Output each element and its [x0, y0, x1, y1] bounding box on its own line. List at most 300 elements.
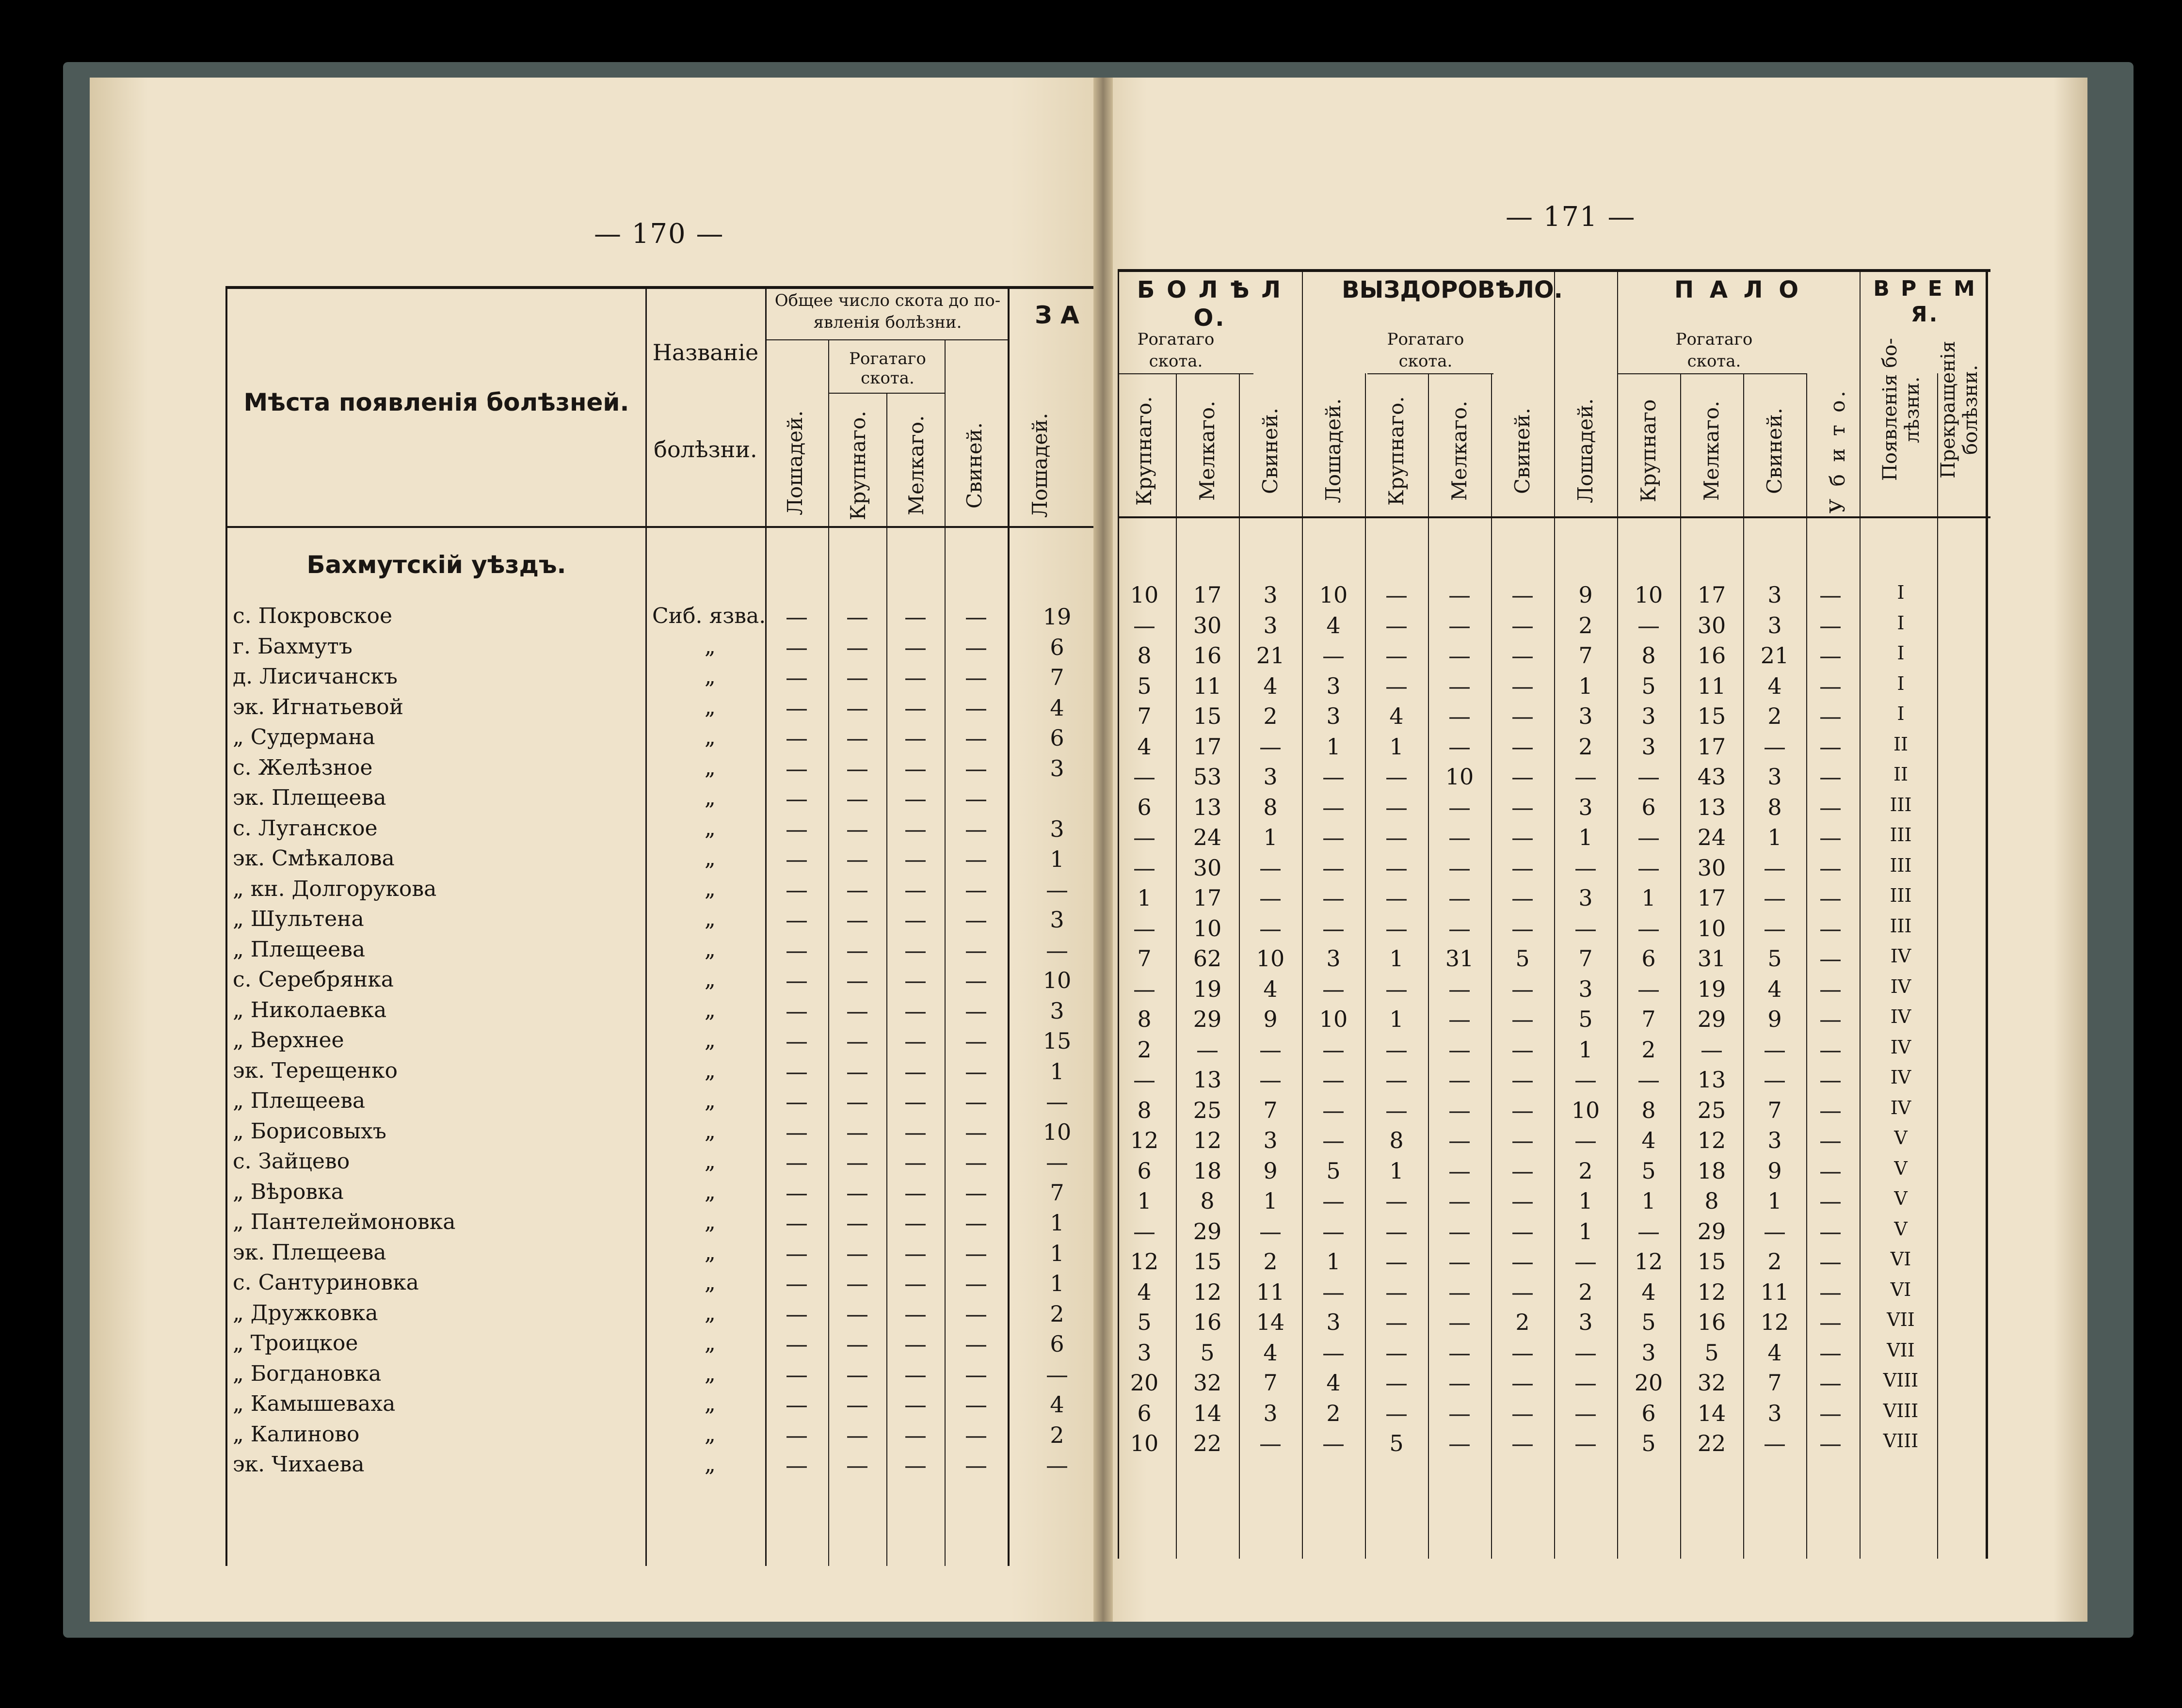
value-cell: —	[1385, 1309, 1408, 1335]
count-cell: —	[904, 1118, 927, 1145]
table-left-rule	[225, 286, 227, 1566]
book-gutter	[1093, 78, 1113, 1622]
count-cell: —	[904, 1028, 927, 1054]
month-cell: IV	[1890, 945, 1911, 967]
month-cell: I	[1897, 703, 1905, 724]
value-cell: 10	[1130, 1430, 1159, 1456]
month-cell: I	[1897, 642, 1905, 664]
value-cell: 1	[1389, 733, 1404, 760]
value-cell: 1	[1578, 1188, 1593, 1214]
place-name: „ Николаевка	[233, 997, 387, 1022]
value-cell: —	[1448, 733, 1471, 760]
value-cell: 29	[1697, 1006, 1726, 1032]
value-cell: 6	[1641, 945, 1656, 972]
value-cell: 9	[1767, 1006, 1782, 1032]
value-cell: 9	[1263, 1157, 1278, 1184]
count-cell: —	[846, 907, 868, 933]
disease-name: „	[705, 1331, 716, 1356]
count-cell: —	[904, 1088, 927, 1115]
place-name: „ Шультена	[233, 907, 364, 931]
count-cell: —	[965, 1300, 987, 1327]
value-cell: —	[1133, 1067, 1155, 1093]
count-cell: —	[786, 1179, 808, 1206]
za-cell: —	[1046, 876, 1068, 903]
count-cell: —	[846, 1331, 868, 1357]
value-cell: —	[1133, 915, 1155, 942]
value-cell: —	[1819, 1188, 1842, 1214]
value-cell: 7	[1767, 1370, 1782, 1396]
value-cell: 3	[1263, 1127, 1278, 1153]
month-cell: III	[1890, 824, 1912, 846]
value-cell: —	[1637, 612, 1660, 639]
value-cell: 7	[1137, 945, 1152, 972]
value-cell: 5	[1389, 1430, 1404, 1456]
value-cell: 3	[1263, 612, 1278, 639]
disease-name: „	[705, 1179, 716, 1204]
disease-name: „	[705, 967, 716, 992]
value-cell: —	[1448, 885, 1471, 911]
value-cell: 2	[1578, 1278, 1593, 1305]
value-cell: 8	[1704, 1188, 1719, 1214]
disease-name: „	[705, 785, 716, 810]
value-cell: 22	[1697, 1430, 1726, 1456]
value-cell: 43	[1697, 764, 1726, 790]
value-cell: 4	[1767, 975, 1782, 1002]
count-cell: —	[786, 785, 808, 812]
place-name: эк. Плещеева	[233, 1240, 386, 1265]
value-cell: 3	[1641, 703, 1656, 729]
value-cell: 3	[1578, 703, 1593, 729]
count-cell: —	[846, 997, 868, 1024]
value-cell: 8	[1137, 1006, 1152, 1032]
rule-small	[945, 339, 946, 1566]
value-cell: —	[1385, 1248, 1408, 1275]
value-cell: —	[1259, 1067, 1282, 1093]
header-general-count-2: явленія болѣзни.	[813, 313, 962, 332]
count-cell: —	[904, 604, 927, 630]
za-cell: 1	[1050, 1058, 1064, 1085]
value-cell: —	[1511, 733, 1534, 760]
value-cell: —	[1448, 854, 1471, 881]
count-cell: —	[786, 1118, 808, 1145]
right-page	[1103, 78, 2087, 1622]
value-cell: 17	[1193, 885, 1222, 911]
value-cell: 32	[1193, 1370, 1222, 1396]
district-title: Бахмутскій уѣздъ.	[306, 551, 566, 579]
value-cell: 10	[1130, 582, 1159, 608]
value-cell: 10	[1319, 582, 1348, 608]
count-cell: —	[786, 907, 808, 933]
value-cell: —	[1385, 1370, 1408, 1396]
value-cell: —	[1133, 824, 1155, 850]
value-cell: 21	[1760, 642, 1789, 669]
value-cell: —	[1322, 1430, 1345, 1456]
count-cell: —	[904, 876, 927, 903]
value-cell: 3	[1578, 794, 1593, 820]
month-cell: II	[1893, 733, 1909, 755]
place-name: „ Троицкое	[233, 1331, 358, 1356]
value-cell: 3	[1767, 582, 1782, 608]
value-cell: 10	[1445, 764, 1474, 790]
value-cell: 29	[1697, 1218, 1726, 1245]
count-cell: —	[846, 694, 868, 721]
value-cell: 16	[1193, 642, 1222, 669]
month-cell: V	[1894, 1218, 1908, 1240]
count-cell: —	[846, 1210, 868, 1236]
count-cell: —	[786, 604, 808, 630]
za-cell: 3	[1050, 997, 1064, 1024]
count-cell: —	[965, 1058, 987, 1085]
header-vyzd-horned-2: скота.	[1398, 351, 1453, 371]
disease-name: „	[705, 1210, 716, 1234]
count-cell: —	[965, 634, 987, 660]
value-cell: 10	[1256, 945, 1285, 972]
value-cell: 3	[1137, 1339, 1152, 1366]
count-cell: —	[965, 1118, 987, 1145]
za-cell: 10	[1043, 967, 1072, 993]
value-cell: 13	[1193, 794, 1222, 820]
value-cell: —	[1819, 642, 1842, 669]
value-cell: —	[1511, 582, 1534, 608]
value-cell: —	[1574, 854, 1597, 881]
count-cell: —	[965, 785, 987, 812]
value-cell: —	[1322, 1218, 1345, 1245]
value-cell: —	[1259, 733, 1282, 760]
value-cell: 2	[1767, 703, 1782, 729]
count-cell: —	[904, 664, 927, 690]
header-bolelo-small: Мелкаго.	[1195, 400, 1219, 501]
value-cell: 12	[1760, 1309, 1789, 1335]
header-palo-large: Крупнаго	[1636, 399, 1660, 503]
place-name: „ Богдановка	[233, 1361, 382, 1386]
value-cell: 12	[1130, 1248, 1159, 1275]
count-cell: —	[846, 1118, 868, 1145]
za-cell: 3	[1050, 815, 1064, 842]
value-cell: —	[1385, 975, 1408, 1002]
place-name: с. Сантуриновка	[233, 1270, 419, 1295]
value-cell: —	[1574, 1400, 1597, 1426]
value-cell: 7	[1578, 945, 1593, 972]
month-cell: III	[1890, 915, 1912, 937]
column-rule	[1302, 269, 1303, 1559]
value-cell: 10	[1571, 1097, 1600, 1123]
value-cell: 17	[1697, 885, 1726, 911]
count-cell: —	[965, 815, 987, 842]
value-cell: 15	[1193, 1248, 1222, 1275]
za-cell: 1	[1050, 846, 1064, 872]
value-cell: —	[1322, 794, 1345, 820]
value-cell: —	[1448, 1097, 1471, 1123]
header-palo-horses: Лошадей.	[1573, 398, 1597, 504]
month-cell: V	[1894, 1157, 1908, 1179]
value-cell: 29	[1193, 1218, 1222, 1245]
count-cell: —	[904, 1452, 927, 1478]
value-cell: 3	[1326, 672, 1341, 699]
value-cell: 2	[1641, 1036, 1656, 1063]
value-cell: —	[1511, 703, 1534, 729]
disease-name: „	[705, 846, 716, 871]
header-vyzdorovelo: ВЫЗДОРОВѢЛО.	[1342, 276, 1563, 303]
value-cell: 2	[1767, 1248, 1782, 1275]
count-cell: —	[846, 725, 868, 751]
value-cell: —	[1819, 672, 1842, 699]
value-cell: 10	[1697, 915, 1726, 942]
value-cell: —	[1574, 1248, 1597, 1275]
header-cessation: Прекращенія болѣзни.	[1937, 340, 1982, 479]
value-cell: —	[1819, 1430, 1842, 1456]
value-cell: —	[1322, 885, 1345, 911]
count-cell: —	[786, 1421, 808, 1448]
count-cell: —	[965, 1270, 987, 1296]
value-cell: 24	[1697, 824, 1726, 850]
value-cell: —	[1574, 1339, 1597, 1366]
value-cell: —	[1385, 1036, 1408, 1063]
value-cell: 7	[1767, 1097, 1782, 1123]
value-cell: —	[1574, 1127, 1597, 1153]
count-cell: —	[846, 967, 868, 993]
value-cell: 1	[1389, 945, 1404, 972]
value-cell: 1	[1767, 824, 1782, 850]
count-cell: —	[786, 1331, 808, 1357]
count-cell: —	[786, 694, 808, 721]
value-cell: 1	[1578, 824, 1593, 850]
month-cell: I	[1897, 582, 1905, 603]
value-cell: 3	[1326, 945, 1341, 972]
za-cell: 10	[1043, 1118, 1072, 1145]
count-cell: —	[904, 937, 927, 963]
count-cell: —	[786, 1088, 808, 1115]
value-cell: —	[1511, 854, 1534, 881]
value-cell: —	[1511, 642, 1534, 669]
value-cell: 3	[1578, 885, 1593, 911]
column-rule	[1680, 373, 1681, 1559]
value-cell: —	[1637, 915, 1660, 942]
count-cell: —	[904, 755, 927, 782]
count-cell: —	[904, 967, 927, 993]
value-cell: —	[1385, 794, 1408, 820]
count-cell: —	[846, 1149, 868, 1175]
column-rule	[1937, 373, 1938, 1559]
header-vyzd-small: Мелкаго.	[1447, 400, 1471, 501]
count-cell: —	[846, 1270, 868, 1296]
value-cell: —	[1511, 1218, 1534, 1245]
value-cell: —	[1819, 794, 1842, 820]
count-cell: —	[846, 937, 868, 963]
value-cell: 6	[1641, 794, 1656, 820]
count-cell: —	[846, 1240, 868, 1266]
value-cell: 1	[1326, 733, 1341, 760]
value-cell: 11	[1193, 672, 1222, 699]
value-cell: —	[1511, 1157, 1534, 1184]
month-cell: III	[1890, 854, 1912, 876]
month-cell: VIII	[1883, 1370, 1919, 1391]
value-cell: —	[1819, 582, 1842, 608]
value-cell: 5	[1767, 945, 1782, 972]
value-cell: 4	[1641, 1278, 1656, 1305]
value-cell: —	[1448, 1188, 1471, 1214]
count-cell: —	[786, 634, 808, 660]
count-cell: —	[786, 967, 808, 993]
value-cell: 4	[1263, 975, 1278, 1002]
place-name: с. Луганское	[233, 815, 378, 841]
value-cell: 2	[1137, 1036, 1152, 1063]
value-cell: —	[1322, 824, 1345, 850]
header-col-pigs: Свиней.	[963, 422, 986, 509]
value-cell: 3	[1767, 1127, 1782, 1153]
value-cell: 5	[1641, 672, 1656, 699]
table-left-rule-right	[1118, 269, 1119, 1559]
value-cell: —	[1637, 824, 1660, 850]
value-cell: 14	[1256, 1309, 1285, 1335]
value-cell: 4	[1326, 1370, 1341, 1396]
column-rule	[1176, 373, 1177, 1559]
page-number-right: — 171 —	[1506, 201, 1636, 233]
value-cell: —	[1819, 1370, 1842, 1396]
place-name: „ Судермана	[233, 725, 375, 750]
value-cell: —	[1764, 1067, 1786, 1093]
value-cell: 30	[1697, 854, 1726, 881]
value-cell: —	[1322, 642, 1345, 669]
za-cell: 7	[1050, 664, 1064, 690]
count-cell: —	[846, 604, 868, 630]
month-cell: V	[1894, 1127, 1908, 1149]
month-cell: VI	[1890, 1248, 1911, 1270]
count-cell: —	[965, 1179, 987, 1206]
value-cell: 16	[1697, 642, 1726, 669]
header-horned-1: Рогатаго	[849, 349, 926, 368]
value-cell: 16	[1193, 1309, 1222, 1335]
rule-general-sub	[765, 339, 1008, 340]
place-name: с. Желѣзное	[233, 755, 373, 780]
value-cell: —	[1574, 764, 1597, 790]
value-cell: 7	[1263, 1370, 1278, 1396]
month-cell: IV	[1890, 1067, 1911, 1088]
value-cell: 3	[1263, 582, 1278, 608]
value-cell: 3	[1326, 703, 1341, 729]
value-cell: —	[1819, 1127, 1842, 1153]
sub-header-rule	[1118, 373, 1253, 374]
value-cell: —	[1819, 1218, 1842, 1245]
value-cell: —	[1322, 1127, 1345, 1153]
value-cell: 1	[1263, 824, 1278, 850]
za-cell: 2	[1050, 1300, 1064, 1327]
za-cell: —	[1046, 1361, 1068, 1388]
rule-large	[886, 393, 887, 1566]
disease-name: „	[705, 664, 716, 689]
count-cell: —	[846, 664, 868, 690]
value-cell: —	[1701, 1036, 1723, 1063]
value-cell: 17	[1193, 582, 1222, 608]
value-cell: —	[1448, 915, 1471, 942]
za-cell: 2	[1050, 1421, 1064, 1448]
value-cell: —	[1448, 612, 1471, 639]
column-rule	[1617, 269, 1618, 1559]
value-cell: 15	[1193, 703, 1222, 729]
header-horned-2: скота.	[861, 368, 915, 388]
value-cell: —	[1511, 1430, 1534, 1456]
value-cell: 18	[1193, 1157, 1222, 1184]
count-cell: —	[846, 755, 868, 782]
value-cell: —	[1259, 885, 1282, 911]
value-cell: —	[1448, 1218, 1471, 1245]
value-cell: 1	[1578, 1036, 1593, 1063]
value-cell: 1	[1767, 1188, 1782, 1214]
value-cell: 15	[1697, 1248, 1726, 1275]
value-cell: —	[1385, 1097, 1408, 1123]
value-cell: 3	[1578, 975, 1593, 1002]
value-cell: —	[1133, 975, 1155, 1002]
value-cell: —	[1574, 915, 1597, 942]
place-name: с. Покровское	[233, 604, 393, 628]
value-cell: —	[1133, 854, 1155, 881]
count-cell: —	[846, 815, 868, 842]
value-cell: 10	[1634, 582, 1663, 608]
value-cell: —	[1133, 764, 1155, 790]
disease-name: „	[705, 1240, 716, 1265]
count-cell: —	[904, 785, 927, 812]
month-cell: III	[1890, 794, 1912, 815]
count-cell: —	[786, 1391, 808, 1418]
value-cell: 10	[1193, 915, 1222, 942]
value-cell: —	[1764, 854, 1786, 881]
count-cell: —	[965, 1331, 987, 1357]
place-name: эк. Смѣкалова	[233, 846, 395, 871]
value-cell: 2	[1263, 703, 1278, 729]
value-cell: —	[1764, 1218, 1786, 1245]
value-cell: 10	[1319, 1006, 1348, 1032]
value-cell: 11	[1697, 672, 1726, 699]
month-cell: II	[1893, 764, 1909, 785]
za-cell: 6	[1050, 1331, 1064, 1357]
value-cell: —	[1511, 824, 1534, 850]
place-name: с. Зайцево	[233, 1149, 350, 1174]
month-cell: IV	[1890, 1097, 1911, 1118]
value-cell: —	[1385, 582, 1408, 608]
value-cell: 6	[1137, 1400, 1152, 1426]
value-cell: —	[1448, 1036, 1471, 1063]
value-cell: —	[1385, 915, 1408, 942]
value-cell: 12	[1697, 1127, 1726, 1153]
value-cell: —	[1819, 1278, 1842, 1305]
value-cell: —	[1385, 1218, 1408, 1245]
month-cell: IV	[1890, 1036, 1911, 1058]
value-cell: —	[1819, 703, 1842, 729]
value-cell: 5	[1137, 1309, 1152, 1335]
count-cell: —	[965, 1421, 987, 1448]
value-cell: —	[1819, 733, 1842, 760]
value-cell: 2	[1326, 1400, 1341, 1426]
value-cell: 7	[1578, 642, 1593, 669]
value-cell: —	[1448, 642, 1471, 669]
count-cell: —	[904, 1300, 927, 1327]
count-cell: —	[904, 997, 927, 1024]
count-cell: —	[965, 1028, 987, 1054]
value-cell: —	[1764, 885, 1786, 911]
count-cell: —	[786, 755, 808, 782]
value-cell: 4	[1767, 672, 1782, 699]
value-cell: 13	[1697, 1067, 1726, 1093]
za-cell: —	[1046, 1452, 1068, 1478]
za-cell: 1	[1050, 1210, 1064, 1236]
header-bolelo-horned-1: Рогатаго	[1137, 330, 1215, 349]
za-cell: 4	[1050, 694, 1064, 721]
value-cell: —	[1322, 1278, 1345, 1305]
value-cell: —	[1322, 975, 1345, 1002]
value-cell: —	[1385, 1339, 1408, 1366]
header-bolelo-horned-2: скота.	[1149, 351, 1203, 371]
value-cell: —	[1196, 1036, 1219, 1063]
header-vremya: В Р Е М Я.	[1873, 276, 1977, 327]
